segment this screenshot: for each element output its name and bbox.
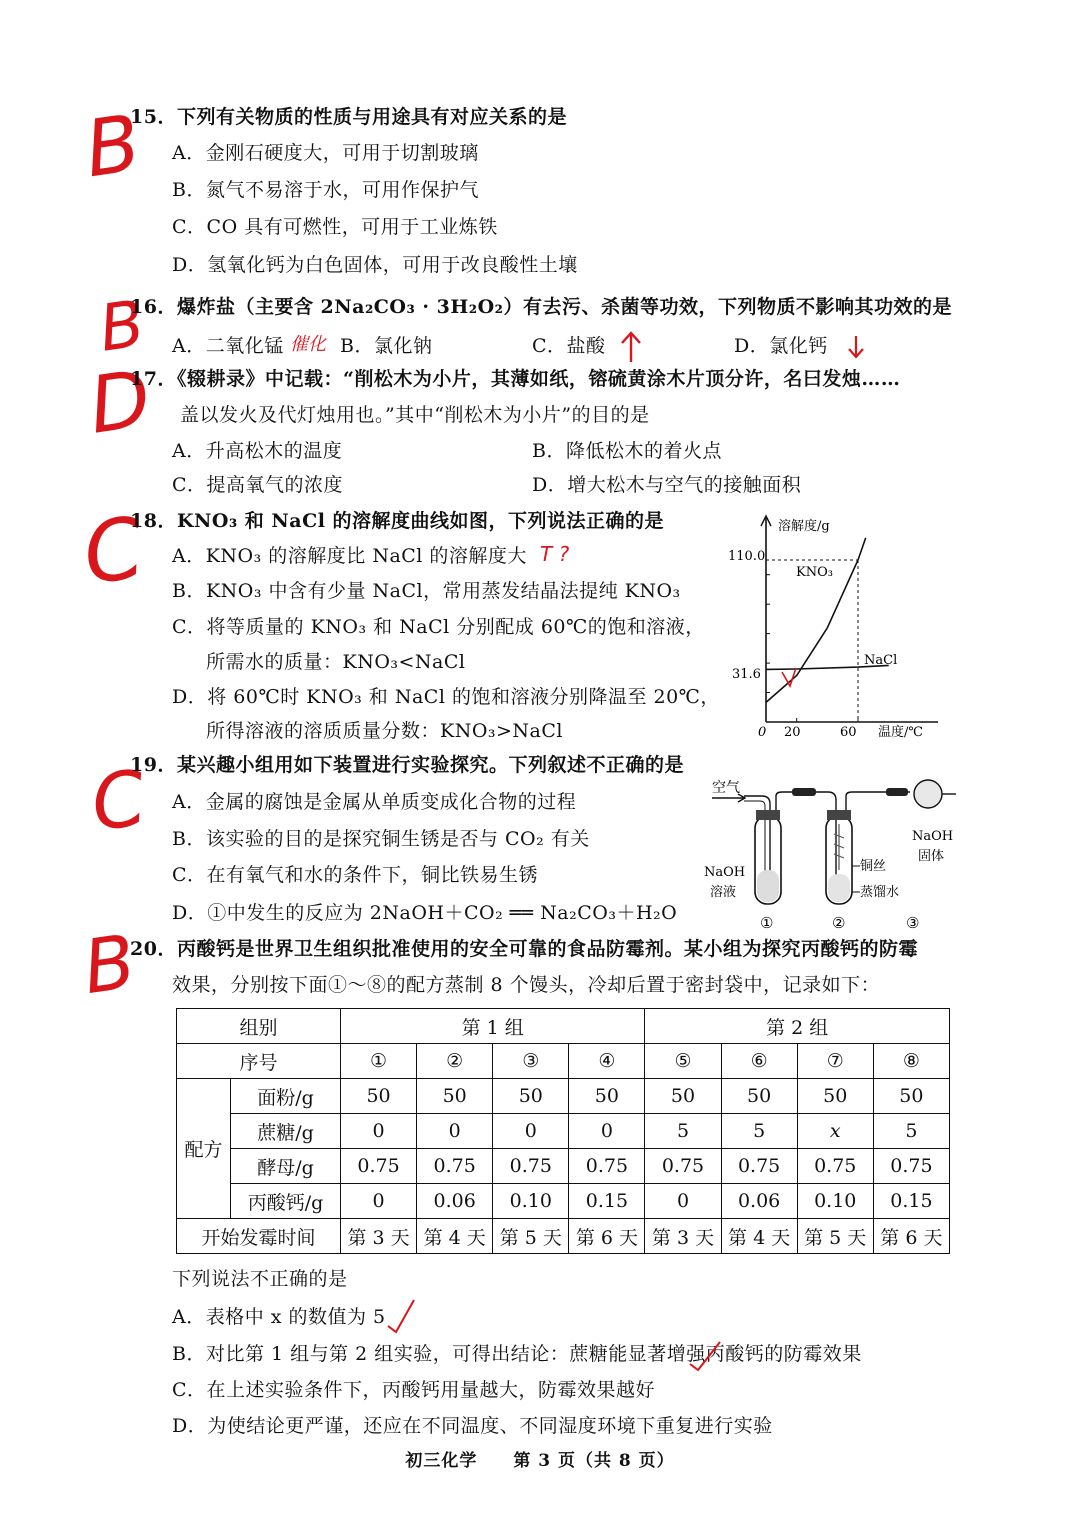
- solubility-chart: [712, 510, 944, 742]
- naoh-solution-label-2: 溶液: [710, 885, 737, 900]
- kno3-curve: [766, 538, 866, 703]
- table-cell: 0.10: [493, 1184, 569, 1219]
- table-cell: 第 3 天: [645, 1219, 721, 1254]
- nacl-legend-label: NaCl: [864, 653, 898, 669]
- handwritten-answer-q20: B: [78, 918, 141, 1012]
- q17-option-a: A．升高松木的温度: [172, 440, 343, 462]
- row-label: 面粉/g: [231, 1079, 341, 1114]
- q19-option-a: A．金属的腐蚀是金属从单质变成化合物的过程: [172, 791, 577, 813]
- q16-option-c: C．盐酸: [532, 335, 606, 357]
- table-row: [177, 1114, 950, 1149]
- q17-stem-continued: 盖以发火及代灯烛用也。”其中“削松木为小片”的目的是: [180, 404, 650, 426]
- table-row: [177, 1079, 950, 1114]
- table-cell: 第 6 天: [873, 1219, 949, 1254]
- x-tick-60: 60: [840, 725, 857, 740]
- table-cell: x: [797, 1114, 873, 1149]
- stopper-2: [827, 810, 851, 820]
- table-cell: 50: [341, 1079, 417, 1114]
- index-header: 序号: [177, 1044, 341, 1079]
- connector-1: [792, 788, 816, 796]
- connector-2: [886, 788, 908, 796]
- table-cell: 0.06: [721, 1184, 797, 1219]
- index-cell: ⑦: [797, 1044, 873, 1079]
- table-row: [177, 1184, 950, 1219]
- row-label: 蔗糖/g: [231, 1114, 341, 1149]
- handwritten-answer-q19: C: [85, 752, 151, 849]
- table-cell: 0.06: [417, 1184, 493, 1219]
- q16-option-a: A．二氧化锰: [172, 335, 284, 357]
- recipe-table: [176, 1008, 950, 1254]
- q19-option-c: C．在有氧气和水的条件下，铜比铁易生锈: [172, 864, 539, 886]
- up-arrow-icon: [616, 330, 646, 364]
- table-cell: 0: [341, 1184, 417, 1219]
- down-arrow-icon: [844, 334, 868, 360]
- table-cell: 0.75: [797, 1149, 873, 1184]
- table-cell: 50: [797, 1079, 873, 1114]
- naoh-solid-label-1: NaOH: [912, 829, 954, 844]
- q15-option-a: A．金刚石硬度大，可用于切割玻璃: [172, 142, 479, 164]
- q20-option-d: D．为使结论更严谨，还应在不同温度、不同湿度环境下重复进行实验: [172, 1415, 773, 1437]
- q19-stem: 19．某兴趣小组用如下装置进行实验探究。下列叙述不正确的是: [130, 754, 684, 776]
- q20-sub-stem: 下列说法不正确的是: [172, 1268, 348, 1290]
- table-cell: 0: [645, 1184, 721, 1219]
- q15-option-c: C．CO 具有可燃性，可用于工业炼铁: [172, 216, 498, 238]
- drying-bulb: [914, 780, 942, 808]
- q18-option-b: B．KNO₃ 中含有少量 NaCl，常用蒸发结晶法提纯 KNO₃: [172, 580, 681, 602]
- q17-stem: 17．《辍耕录》中记载：“削松木为小片，其薄如纸，镕硫黄涂木片顶分许，名曰发烛……: [130, 368, 901, 390]
- handwritten-note-catalyst: 催化: [290, 334, 326, 355]
- q19-option-d: D．①中发生的反应为 2NaOH＋CO₂ ══ Na₂CO₃＋H₂O: [172, 902, 678, 924]
- row-label: 酵母/g: [231, 1149, 341, 1184]
- index-cell: ②: [417, 1044, 493, 1079]
- index-cell: ④: [569, 1044, 645, 1079]
- air-label: 空气: [712, 780, 740, 796]
- table-cell: 0.75: [493, 1149, 569, 1184]
- copper-wire-label: 铜丝: [860, 859, 887, 874]
- index-cell: ⑤: [645, 1044, 721, 1079]
- q20-stem-continued: 效果，分别按下面①～⑧的配方蒸制 8 个馒头，冷却后置于密封袋中，记录如下：: [172, 974, 881, 996]
- recipe-label: 配方: [177, 1079, 231, 1219]
- outlet-tube-1: [776, 792, 836, 884]
- q20-option-b: B．对比第 1 组与第 2 组实验，可得出结论：蔗糖能显著增强丙酸钙的防霉效果: [172, 1343, 862, 1365]
- group1-header: 第 1 组: [341, 1009, 645, 1044]
- table-row: [177, 1219, 950, 1254]
- q17-option-d: D．增大松木与空气的接触面积: [532, 474, 802, 496]
- table-header-row-group: [177, 1009, 950, 1044]
- tube-label-3: ③: [906, 914, 920, 932]
- table-cell: 0: [417, 1114, 493, 1149]
- q18-option-d-line1: D．将 60℃时 KNO₃ 和 NaCl 的饱和溶液分别降温至 20℃，: [172, 686, 720, 708]
- table-cell: 50: [569, 1079, 645, 1114]
- red-pen-check-icon: [384, 1296, 420, 1336]
- y-tick-31-6: 31.6: [732, 667, 761, 682]
- table-cell: 5: [721, 1114, 797, 1149]
- q15-option-d: D．氢氧化钙为白色固体，可用于改良酸性土壤: [172, 254, 578, 276]
- tube-label-2: ②: [832, 914, 846, 932]
- table-cell: 第 3 天: [341, 1219, 417, 1254]
- q20-option-c: C．在上述实验条件下，丙酸钙用量越大，防霉效果越好: [172, 1379, 656, 1401]
- table-cell: 0.75: [873, 1149, 949, 1184]
- table-cell: 0.75: [721, 1149, 797, 1184]
- x-tick-0: 0: [758, 725, 767, 740]
- table-cell: 0.75: [645, 1149, 721, 1184]
- q16-option-b: B．氯化钠: [340, 335, 433, 357]
- handwritten-answer-q15: B: [79, 98, 146, 196]
- group-header: 组别: [177, 1009, 341, 1044]
- table-cell: 5: [645, 1114, 721, 1149]
- q17-option-c: C．提高氧气的浓度: [172, 474, 344, 496]
- table-header-row-index: [177, 1044, 950, 1079]
- table-cell: 0.75: [417, 1149, 493, 1184]
- table-cell: 第 5 天: [797, 1219, 873, 1254]
- q20-option-a: A．表格中 x 的数值为 5: [172, 1306, 386, 1328]
- table-row: [177, 1149, 950, 1184]
- q15-stem: 15．下列有关物质的性质与用途具有对应关系的是: [130, 106, 567, 128]
- handwritten-answer-q18: C: [77, 498, 150, 604]
- row-label: 丙酸钙/g: [231, 1184, 341, 1219]
- q18-option-c-line2: 所需水的质量：KNO₃<NaCl: [206, 651, 466, 673]
- table-cell: 0.75: [341, 1149, 417, 1184]
- q16-option-d: D．氯化钙: [734, 335, 828, 357]
- group2-header: 第 2 组: [645, 1009, 950, 1044]
- q18-option-d-line2: 所得溶液的溶质质量分数：KNO₃>NaCl: [206, 720, 564, 742]
- q16-stem: 16．爆炸盐（主要含 2Na₂CO₃ · 3H₂O₂）有去污、杀菌等功效，下列物质不影响其功效的是: [130, 296, 952, 318]
- table-cell: 0.10: [797, 1184, 873, 1219]
- distilled-water-fill: [828, 874, 850, 902]
- handwritten-answer-q16: B: [95, 287, 149, 367]
- table-cell: 第 6 天: [569, 1219, 645, 1254]
- table-cell: 50: [721, 1079, 797, 1114]
- distilled-water-label: 蒸馏水: [860, 885, 900, 900]
- apparatus-diagram: [700, 774, 960, 934]
- q15-option-b: B．氮气不易溶于水，可用作保护气: [172, 179, 479, 201]
- table-cell: 0.75: [569, 1149, 645, 1184]
- table-cell: 0: [493, 1114, 569, 1149]
- tube-label-1: ①: [760, 914, 774, 932]
- naoh-solution-label-1: NaOH: [704, 865, 746, 880]
- table-cell: 0: [341, 1114, 417, 1149]
- q18-option-a: A．KNO₃ 的溶解度比 NaCl 的溶解度大: [172, 545, 527, 567]
- x-tick-20: 20: [784, 725, 801, 740]
- q20-stem: 20．丙酸钙是世界卫生组织批准使用的安全可靠的食品防霉剂。某小组为探究丙酸钙的防霉: [130, 938, 918, 960]
- mold-time-label: 开始发霉时间: [177, 1219, 341, 1254]
- table-cell: 5: [873, 1114, 949, 1149]
- y-tick-110: 110.0: [728, 549, 766, 564]
- table-cell: 0.15: [873, 1184, 949, 1219]
- q19-option-b: B．该实验的目的是探究铜生锈是否与 CO₂ 有关: [172, 828, 590, 850]
- table-cell: 第 4 天: [417, 1219, 493, 1254]
- table-cell: 50: [873, 1079, 949, 1114]
- red-pen-check-icon: [686, 1336, 726, 1376]
- table-cell: 50: [645, 1079, 721, 1114]
- naoh-solid-label-2: 固体: [918, 849, 945, 864]
- index-cell: ①: [341, 1044, 417, 1079]
- table-cell: 0: [569, 1114, 645, 1149]
- index-cell: ⑧: [873, 1044, 949, 1079]
- table-cell: 0.15: [569, 1184, 645, 1219]
- kno3-legend-label: KNO₃: [796, 565, 833, 580]
- index-cell: ⑥: [721, 1044, 797, 1079]
- table-cell: 第 5 天: [493, 1219, 569, 1254]
- q18-stem: 18．KNO₃ 和 NaCl 的溶解度曲线如图，下列说法正确的是: [130, 510, 665, 532]
- y-axis-label: 溶解度/g: [778, 519, 830, 534]
- table-cell: 第 4 天: [721, 1219, 797, 1254]
- naoh-solution-fill: [757, 870, 779, 902]
- index-cell: ③: [493, 1044, 569, 1079]
- q17-option-b: B．降低松木的着火点: [532, 440, 722, 462]
- handwritten-note-q18: T ?: [540, 542, 570, 566]
- q18-option-c-line1: C．将等质量的 KNO₃ 和 NaCl 分别配成 60℃的饱和溶液，: [172, 616, 705, 638]
- x-axis-label: 温度/℃: [878, 725, 923, 740]
- table-cell: 50: [417, 1079, 493, 1114]
- stopper-1: [756, 810, 780, 820]
- page-footer: 初三化学 第 3 页（共 8 页）: [405, 1451, 675, 1471]
- table-cell: 50: [493, 1079, 569, 1114]
- handwritten-answer-q17: D: [84, 354, 157, 452]
